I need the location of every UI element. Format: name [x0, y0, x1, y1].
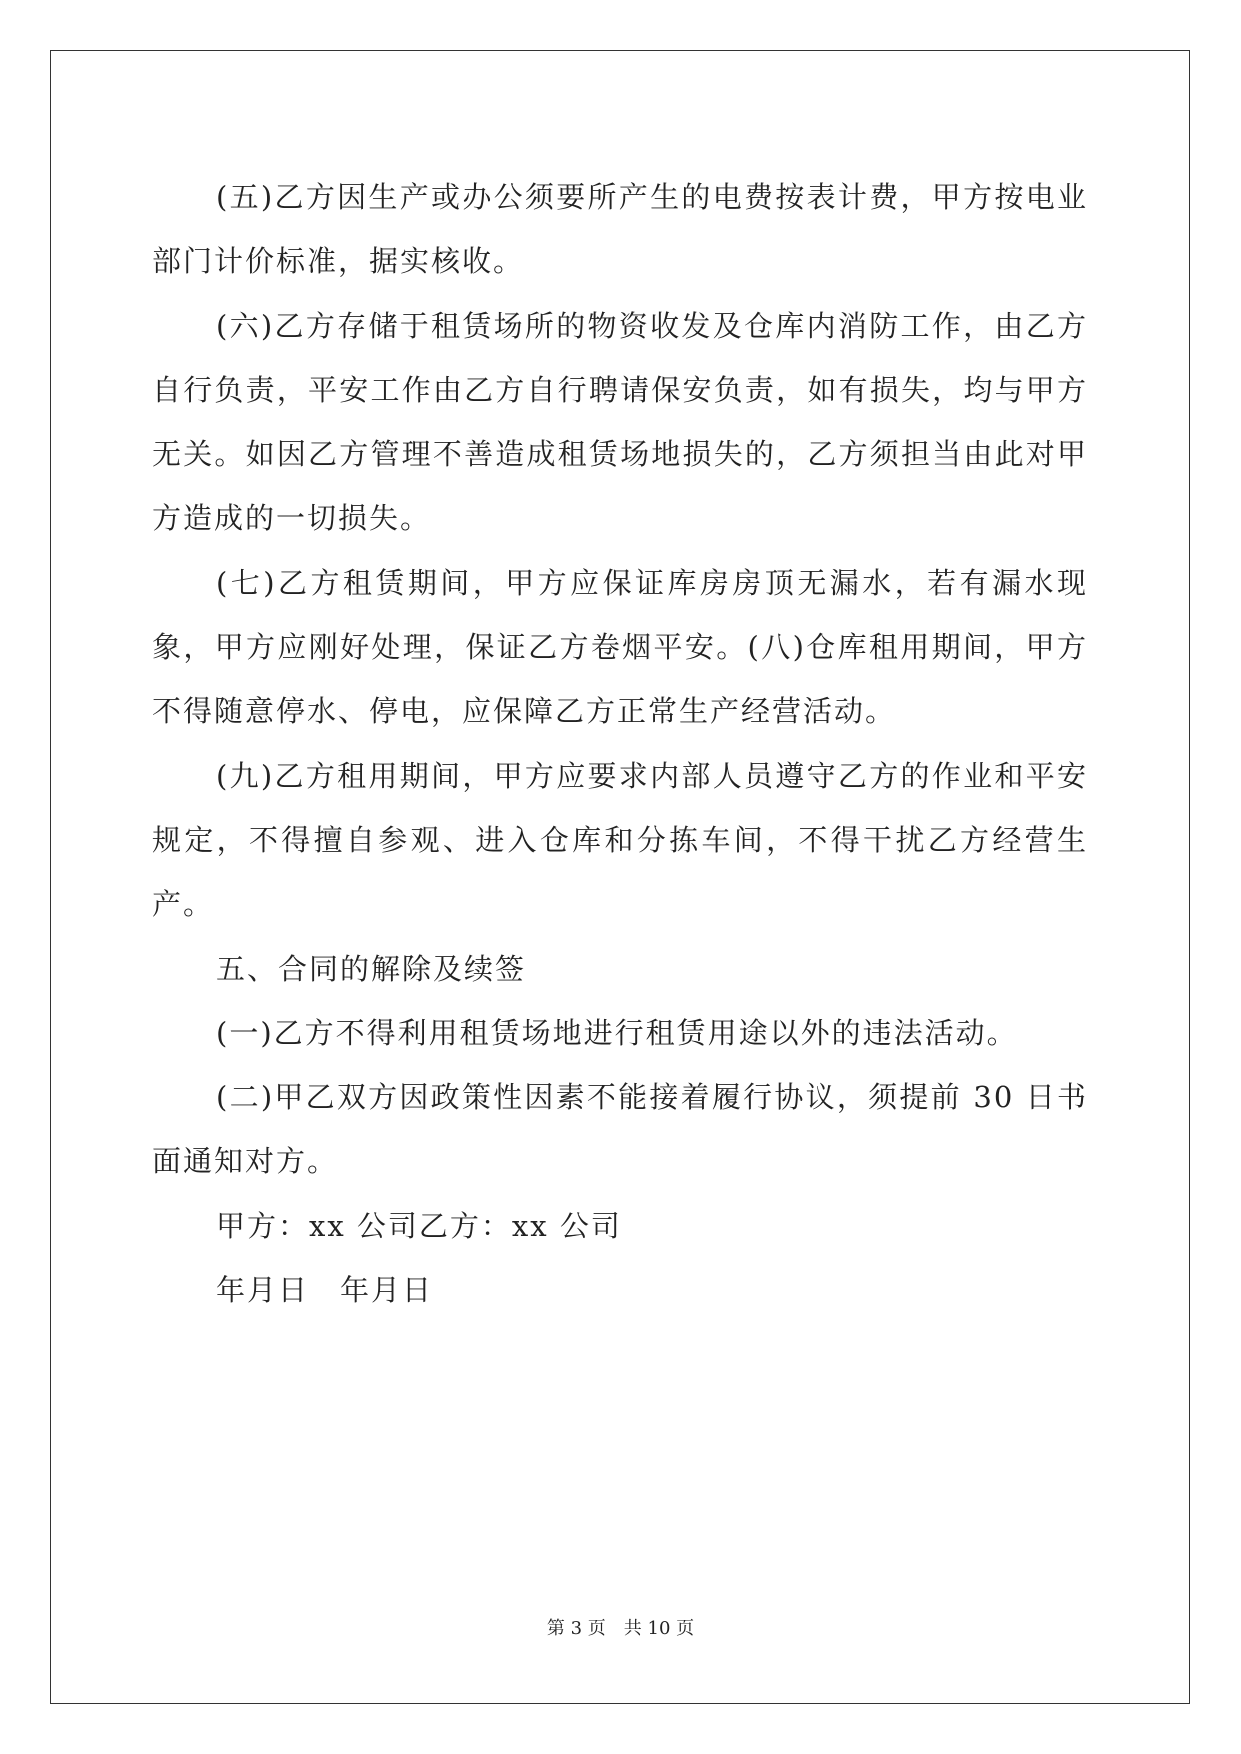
section-heading-termination: 五、合同的解除及续签: [216, 951, 527, 986]
signature-dates: 年月日 年月日: [216, 1273, 434, 1308]
document-body: [152, 165, 1088, 1322]
paragraph-policy-termination: (二)甲乙双方因政策性因素不能接着履行协议，须提前 30 日书面通知对方。: [152, 1080, 1088, 1179]
signature-parties: 甲方：xx 公司乙方：xx 公司: [216, 1208, 622, 1243]
paragraph-fire-safety: (六)乙方存储于租赁场所的物资收发及仓库内消防工作，由乙方自行负责，平安工作由乙方自行聘请保安负责，如有损失，均与甲方无关。如因乙方管理不善造成租赁场地损失的，乙方须担当由此对甲方造成的一切损失。: [152, 308, 1088, 536]
paragraph-staff-rules: (九)乙方租用期间，甲方应要求内部人员遵守乙方的作业和平安规定，不得擅自参观、进入仓库和分拣车间，不得干扰乙方经营生产。: [152, 758, 1088, 922]
paragraph-illegal-use: (一)乙方不得利用租赁场地进行租赁用途以外的违法活动。: [216, 1015, 1018, 1050]
page-number-footer: 第 3 页 共 10 页: [546, 1618, 695, 1639]
paragraph-roof-leak: (七)乙方租赁期间，甲方应保证库房房顶无漏水，若有漏水现象，甲方应刚好处理，保证乙方卷烟平安。(八)仓库租用期间，甲方不得随意停水、停电，应保障乙方正常生产经营活动。: [152, 565, 1088, 729]
paragraph-electricity-fee: (五)乙方因生产或办公须要所产生的电费按表计费，甲方按电业部门计价标准，据实核收。: [152, 180, 1088, 279]
